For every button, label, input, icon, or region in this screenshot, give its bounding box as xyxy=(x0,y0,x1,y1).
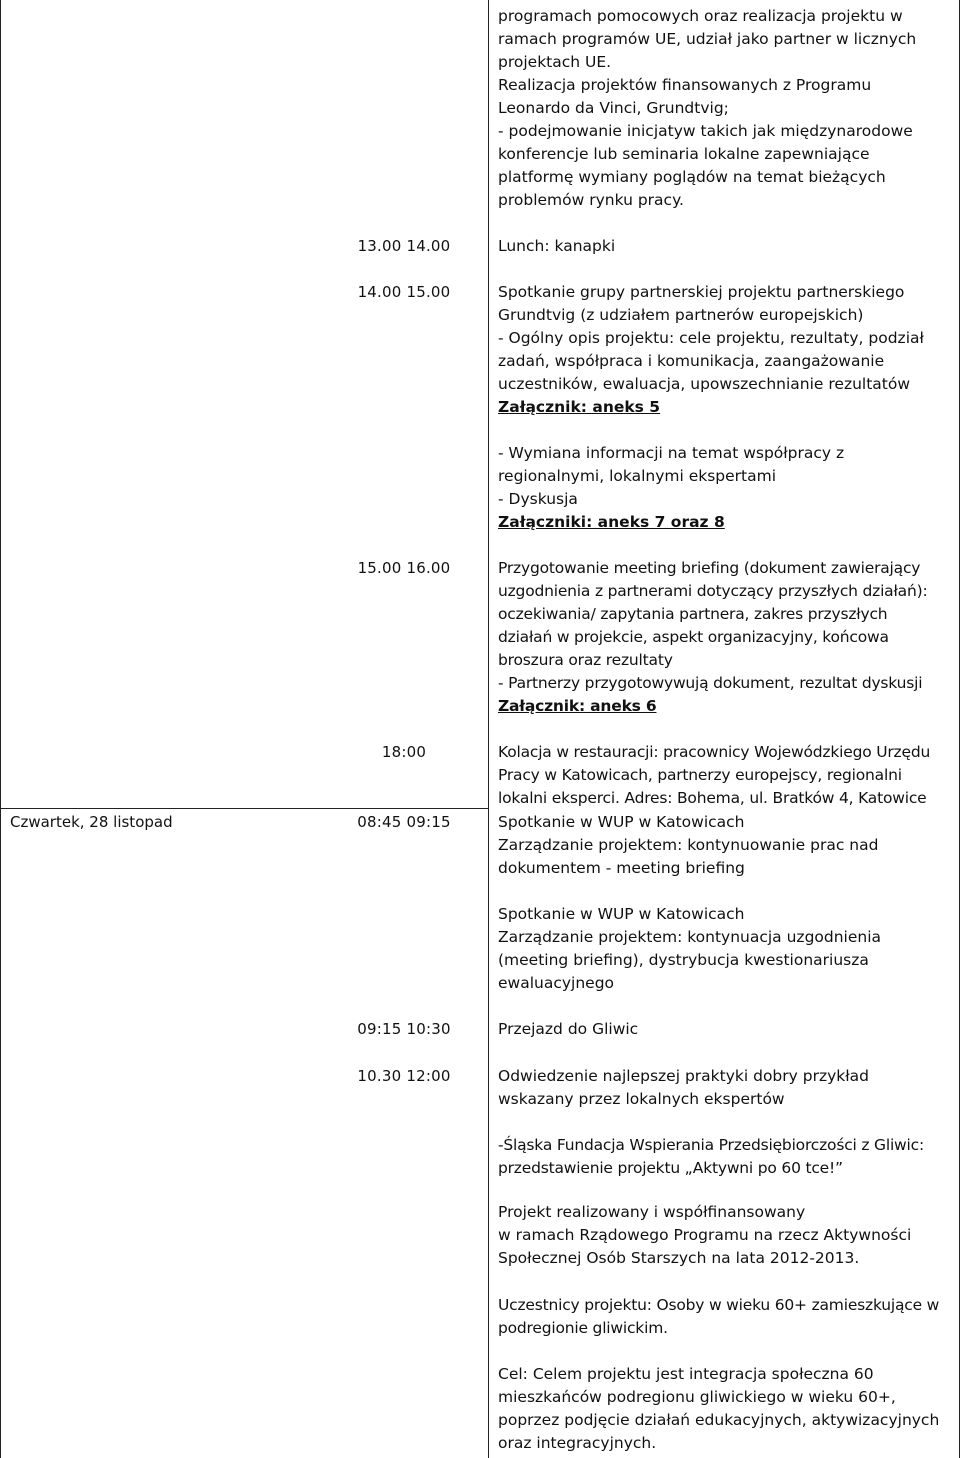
text-line: konferencje lub seminaria lokalne zapewniające xyxy=(498,145,870,163)
text-line: Odwiedzenie najlepszej praktyki dobry przykład xyxy=(498,1067,869,1085)
transfer-text: Przejazd do Gliwic xyxy=(498,1020,639,1038)
text-line: mieszkańców podregionu gliwickiego w wieku 60+, xyxy=(498,1388,896,1406)
text-line: oczekiwania/ zapytania partnera, zakres przyszłych xyxy=(498,605,888,623)
text-line: - Dyskusja xyxy=(498,490,578,508)
visit-text-5 xyxy=(498,1363,946,1455)
lunch-time: 13.00 14.00 xyxy=(357,237,451,255)
text-line: Cel: Celem projektu jest integracja społeczna 60 xyxy=(498,1365,874,1383)
briefing-text xyxy=(498,557,946,718)
text-line: Przygotowanie meeting briefing (dokument zawierający xyxy=(498,559,921,577)
text-line: w ramach Rządowego Programu na rzecz Aktywności xyxy=(498,1226,912,1244)
text-line: Spotkanie grupy partnerskiej projektu partnerskiego xyxy=(498,283,905,301)
text-line: Społecznej Osób Starszych na lata 2012-2013. xyxy=(498,1249,860,1267)
text-line: problemów rynku pracy. xyxy=(498,191,684,209)
thursday-text-2 xyxy=(498,903,946,995)
text-line: podregionie gliwickim. xyxy=(498,1319,668,1337)
text-line: Realizacja projektów finansowanych z Programu xyxy=(498,76,872,94)
text-line: platformę wymiany poglądów na temat bieżących xyxy=(498,168,886,186)
meeting1-time: 14.00 15.00 xyxy=(357,283,451,301)
text-line: - Ogólny opis projektu: cele projektu, rezultaty, podział xyxy=(498,329,924,347)
text-line: zadań, współpraca i komunikacja, zaangażowanie xyxy=(498,352,885,370)
thursday-text xyxy=(498,811,946,880)
attachment-link[interactable]: Załącznik: aneks 5 xyxy=(498,398,661,416)
text-line: Kolacja w restauracji: pracownicy Wojewódzkiego Urzędu xyxy=(498,743,931,761)
lunch-text: Lunch: kanapki xyxy=(498,237,616,255)
text-line: projektach UE. xyxy=(498,53,612,71)
dinner-text xyxy=(498,741,946,810)
visit-text xyxy=(498,1065,946,1111)
text-line: Zarządzanie projektem: kontynuacja uzgodnienia xyxy=(498,928,882,946)
text-line: uzgodnienia z partnerami dotyczący przyszłych działań): xyxy=(498,582,928,600)
text-line: Projekt realizowany i współfinansowany xyxy=(498,1203,806,1221)
day-label: Czwartek, 28 listopad xyxy=(10,813,173,831)
text-line: Spotkanie w WUP w Katowicach xyxy=(498,813,745,831)
text-line: lokalni eksperci. Adres: Bohema, ul. Bratków 4, Katowice xyxy=(498,789,927,807)
table-border-left xyxy=(0,0,1,1458)
text-line: ramach programów UE, udział jako partner w licznych xyxy=(498,30,917,48)
text-line: ewaluacyjnego xyxy=(498,974,615,992)
dinner-time: 18:00 xyxy=(381,743,427,761)
visit-text-3 xyxy=(498,1201,946,1270)
attachment-link[interactable]: Załączniki: aneks 7 oraz 8 xyxy=(498,513,725,531)
text-line: uczestników, ewaluacja, upowszechnianie rezultatów xyxy=(498,375,911,393)
visit-text-4 xyxy=(498,1294,946,1340)
intro-text xyxy=(498,5,946,212)
attachment-link[interactable]: Załącznik: aneks 6 xyxy=(498,697,657,715)
text-line: Leonardo da Vinci, Grundtvig; xyxy=(498,99,729,117)
text-line: Spotkanie w WUP w Katowicach xyxy=(498,905,745,923)
transfer-time: 09:15 10:30 xyxy=(357,1020,451,1038)
table-border-middle xyxy=(488,0,489,1458)
text-line: - Partnerzy przygotowywują dokument, rezultat dyskusji xyxy=(498,674,923,692)
text-line: Grundtvig (z udziałem partnerów europejskich) xyxy=(498,306,864,324)
text-line: Zarządzanie projektem: kontynuowanie prac nad xyxy=(498,836,879,854)
text-line: - Wymiana informacji na temat współpracy z xyxy=(498,444,845,462)
meeting1-text-2 xyxy=(498,442,946,534)
thursday-time: 08:45 09:15 xyxy=(357,813,451,831)
text-line: Pracy w Katowicach, partnerzy europejscy, regionalni xyxy=(498,766,902,784)
text-line: broszura oraz rezultaty xyxy=(498,651,673,669)
text-line: Uczestnicy projektu: Osoby w wieku 60+ zamieszkujące w xyxy=(498,1296,940,1314)
visit-time: 10.30 12:00 xyxy=(357,1067,451,1085)
text-line: (meeting briefing), dystrybucja kwestionariusza xyxy=(498,951,869,969)
text-line: oraz integracyjnych. xyxy=(498,1434,657,1452)
text-line: regionalnymi, lokalnymi ekspertami xyxy=(498,467,777,485)
text-line: dokumentem - meeting briefing xyxy=(498,859,745,877)
text-line: wskazany przez lokalnych ekspertów xyxy=(498,1090,785,1108)
text-line: przedstawienie projektu „Aktywni po 60 tce!” xyxy=(498,1159,843,1177)
text-line: działań w projekcie, aspekt organizacyjny, końcowa xyxy=(498,628,889,646)
text-line: programach pomocowych oraz realizacja projektu w xyxy=(498,7,903,25)
text-line: poprzez podjęcie działań edukacyjnych, aktywizacyjnych xyxy=(498,1411,940,1429)
row-divider-thursday xyxy=(0,808,488,809)
briefing-time: 15.00 16.00 xyxy=(357,559,451,577)
visit-text-2 xyxy=(498,1134,946,1180)
text-line: - podejmowanie inicjatyw takich jak międzynarodowe xyxy=(498,122,913,140)
text-line: -Śląska Fundacja Wspierania Przedsiębiorczości z Gliwic: xyxy=(498,1136,924,1154)
meeting1-text xyxy=(498,281,946,419)
